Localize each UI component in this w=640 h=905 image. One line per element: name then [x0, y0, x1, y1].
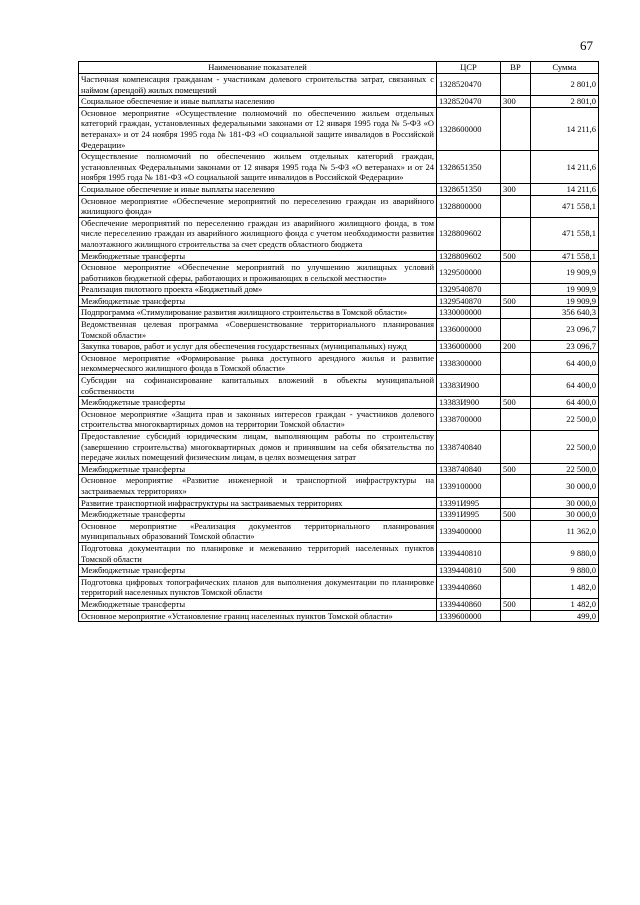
cell-vr: 300 — [501, 96, 531, 108]
cell-sum: 1 482,0 — [531, 576, 599, 598]
cell-vr — [501, 475, 531, 497]
cell-vr — [501, 319, 531, 341]
cell-name: Основное мероприятие «Формирование рынка доступного арендного жилья и развитие некоммерческого жилищного фонда в Томской области» — [79, 352, 437, 374]
cell-csr: 13383И900 — [437, 397, 501, 409]
header-sum: Сумма — [531, 62, 599, 74]
table-row — [79, 431, 599, 464]
cell-vr — [501, 408, 531, 430]
table-row — [79, 475, 599, 497]
cell-vr: 500 — [501, 250, 531, 262]
cell-sum: 23 096,7 — [531, 341, 599, 353]
cell-vr — [501, 195, 531, 217]
cell-name: Предоставление субсидий юридическим лицам, выполняющим работы по строительству (завершению строительства) многоквартирных домов и принявшим на себя обязательства по передаче жилых помещений физическим лицам, в целях возмещения затрат — [79, 431, 437, 464]
cell-vr: 500 — [501, 509, 531, 521]
cell-name: Социальное обеспечение и иные выплаты населению — [79, 96, 437, 108]
header-vr: ВР — [501, 62, 531, 74]
cell-vr — [501, 107, 531, 150]
cell-csr: 1328651350 — [437, 183, 501, 195]
table-row — [79, 542, 599, 564]
cell-sum: 22 500,0 — [531, 431, 599, 464]
cell-csr: 1338300000 — [437, 352, 501, 374]
cell-csr: 1329540870 — [437, 284, 501, 296]
table-row — [79, 151, 599, 184]
cell-vr: 500 — [501, 463, 531, 475]
cell-name: Основное мероприятие «Обеспечение мероприятий по улучшению жилищных условий работников бюджетной сферы, работающих и проживающих в сельской местности» — [79, 262, 437, 284]
cell-csr: 1336000000 — [437, 341, 501, 353]
table-row — [79, 565, 599, 577]
cell-vr — [501, 497, 531, 509]
cell-name: Межбюджетные трансферты — [79, 250, 437, 262]
cell-name: Межбюджетные трансферты — [79, 598, 437, 610]
cell-sum: 64 400,0 — [531, 397, 599, 409]
table-header-row — [79, 62, 599, 74]
cell-sum: 2 801,0 — [531, 74, 599, 96]
cell-sum: 11 362,0 — [531, 520, 599, 542]
cell-sum: 30 000,0 — [531, 509, 599, 521]
cell-csr: 1339440860 — [437, 576, 501, 598]
cell-sum: 471 558,1 — [531, 217, 599, 250]
cell-sum: 19 909,9 — [531, 295, 599, 307]
cell-vr: 500 — [501, 397, 531, 409]
table-row — [79, 74, 599, 96]
cell-sum: 1 482,0 — [531, 598, 599, 610]
cell-csr: 1328651350 — [437, 151, 501, 184]
cell-sum: 356 640,3 — [531, 307, 599, 319]
cell-vr — [501, 352, 531, 374]
cell-csr: 1328520470 — [437, 74, 501, 96]
cell-name: Социальное обеспечение и иные выплаты населению — [79, 183, 437, 195]
cell-csr: 1336000000 — [437, 319, 501, 341]
cell-sum: 471 558,1 — [531, 195, 599, 217]
cell-vr — [501, 610, 531, 622]
table-row — [79, 397, 599, 409]
table-row — [79, 295, 599, 307]
cell-vr — [501, 520, 531, 542]
cell-vr — [501, 542, 531, 564]
cell-vr: 500 — [501, 565, 531, 577]
cell-vr: 500 — [501, 295, 531, 307]
table-row — [79, 319, 599, 341]
table-row — [79, 96, 599, 108]
cell-name: Основное мероприятие «Установление границ населенных пунктов Томской области» — [79, 610, 437, 622]
cell-vr: 300 — [501, 183, 531, 195]
cell-sum: 9 880,0 — [531, 542, 599, 564]
cell-sum: 64 400,0 — [531, 352, 599, 374]
cell-vr — [501, 284, 531, 296]
cell-csr: 1328809602 — [437, 250, 501, 262]
cell-vr: 500 — [501, 598, 531, 610]
table-row — [79, 463, 599, 475]
cell-sum: 19 909,9 — [531, 262, 599, 284]
cell-csr: 1339440860 — [437, 598, 501, 610]
table-row — [79, 610, 599, 622]
table-row — [79, 509, 599, 521]
cell-name: Реализация пилотного проекта «Бюджетный дом» — [79, 284, 437, 296]
table-row — [79, 262, 599, 284]
cell-sum: 9 880,0 — [531, 565, 599, 577]
cell-name: Обеспечение мероприятий по переселению граждан из аварийного жилищного фонда, в том числе переселению граждан из аварийного жилищного фонда с учетом необходимости развития малоэтажного жилищного строительства за счет средств областного бюджета — [79, 217, 437, 250]
table-row — [79, 352, 599, 374]
cell-sum: 22 500,0 — [531, 408, 599, 430]
table-row — [79, 195, 599, 217]
cell-name: Осуществление полномочий по обеспечению жильем отдельных категорий граждан, установленных Федеральными законами от 12 января 1995 года № 5-ФЗ «О ветеранах» и от 24 ноября 1995 года № 181-ФЗ «О социальной защите инвалидов в Российской Федерации» — [79, 151, 437, 184]
cell-csr: 13391И995 — [437, 509, 501, 521]
header-name: Наименование показателей — [79, 62, 437, 74]
cell-name: Межбюджетные трансферты — [79, 397, 437, 409]
cell-csr: 13383И900 — [437, 375, 501, 397]
cell-sum: 14 211,6 — [531, 151, 599, 184]
table-row — [79, 183, 599, 195]
table-row — [79, 307, 599, 319]
cell-csr: 1330000000 — [437, 307, 501, 319]
cell-vr — [501, 576, 531, 598]
cell-sum: 30 000,0 — [531, 497, 599, 509]
cell-vr — [501, 217, 531, 250]
page-number: 67 — [580, 38, 593, 53]
cell-csr: 1328800000 — [437, 195, 501, 217]
cell-csr: 1329500000 — [437, 262, 501, 284]
table-row — [79, 217, 599, 250]
table-row — [79, 598, 599, 610]
cell-name: Основное мероприятие «Реализация документов территориального планирования муниципальных образований Томской области» — [79, 520, 437, 542]
cell-sum: 64 400,0 — [531, 375, 599, 397]
table-row — [79, 520, 599, 542]
cell-vr — [501, 151, 531, 184]
cell-name: Межбюджетные трансферты — [79, 295, 437, 307]
table-row — [79, 250, 599, 262]
cell-csr: 1328520470 — [437, 96, 501, 108]
cell-vr — [501, 431, 531, 464]
cell-csr: 1339440810 — [437, 542, 501, 564]
table-row — [79, 284, 599, 296]
cell-name: Подготовка документации по планировке и межеванию территорий населенных пунктов Томской области — [79, 542, 437, 564]
cell-vr — [501, 74, 531, 96]
cell-name: Частичная компенсация гражданам - участникам долевого строительства затрат, связанных с наймом (арендой) жилых помещений — [79, 74, 437, 96]
cell-csr: 1338740840 — [437, 463, 501, 475]
cell-vr — [501, 262, 531, 284]
cell-vr — [501, 307, 531, 319]
cell-name: Развитие транспортной инфраструктуры на застраиваемых территориях — [79, 497, 437, 509]
table-row — [79, 497, 599, 509]
cell-name: Основное мероприятие «Развитие инженерной и транспортной инфраструктуры на застраиваемых территориях» — [79, 475, 437, 497]
cell-name: Закупка товаров, работ и услуг для обеспечения государственных (муниципальных) нужд — [79, 341, 437, 353]
cell-name: Подготовка цифровых топографических планов для выполнения документации по планировке территорий населенных пунктов Томской области — [79, 576, 437, 598]
table-row — [79, 375, 599, 397]
cell-csr: 1339400000 — [437, 520, 501, 542]
cell-csr: 1339440810 — [437, 565, 501, 577]
table-body — [79, 74, 599, 622]
table-row — [79, 576, 599, 598]
cell-vr — [501, 375, 531, 397]
cell-name: Межбюджетные трансферты — [79, 509, 437, 521]
cell-sum: 499,0 — [531, 610, 599, 622]
cell-sum: 471 558,1 — [531, 250, 599, 262]
cell-name: Межбюджетные трансферты — [79, 463, 437, 475]
cell-sum: 19 909,9 — [531, 284, 599, 296]
cell-name: Ведомственная целевая программа «Совершенствование территориального планирования Томской области» — [79, 319, 437, 341]
cell-name: Подпрограмма «Стимулирование развития жилищного строительства в Томской области» — [79, 307, 437, 319]
table-row — [79, 341, 599, 353]
cell-sum: 30 000,0 — [531, 475, 599, 497]
cell-csr: 1339600000 — [437, 610, 501, 622]
budget-table — [78, 61, 599, 622]
cell-name: Основное мероприятие «Обеспечение мероприятий по переселению граждан из аварийного жилищного фонда» — [79, 195, 437, 217]
header-csr: ЦСР — [437, 62, 501, 74]
cell-sum: 22 500,0 — [531, 463, 599, 475]
cell-csr: 1328809602 — [437, 217, 501, 250]
cell-vr: 200 — [501, 341, 531, 353]
table-row — [79, 408, 599, 430]
cell-csr: 1328600000 — [437, 107, 501, 150]
cell-csr: 13391И995 — [437, 497, 501, 509]
cell-name: Субсидии на софинансирование капитальных вложений в объекты муниципальной собственности — [79, 375, 437, 397]
table-row — [79, 107, 599, 150]
cell-sum: 14 211,6 — [531, 183, 599, 195]
cell-name: Межбюджетные трансферты — [79, 565, 437, 577]
cell-name: Основное мероприятие «Осуществление полномочий по обеспечению жильем отдельных категорий граждан, установленных федеральными законами от 12 января 1995 года № 5-ФЗ «О ветеранах» и от 24 ноября 1995 года № 181-ФЗ «О социальной защите инвалидов в Российской Федерации» — [79, 107, 437, 150]
cell-csr: 1338740840 — [437, 431, 501, 464]
cell-csr: 1339100000 — [437, 475, 501, 497]
cell-csr: 1329540870 — [437, 295, 501, 307]
cell-sum: 2 801,0 — [531, 96, 599, 108]
cell-name: Основное мероприятие «Защита прав и законных интересов граждан - участников долевого строительства многоквартирных домов на территории Томской области» — [79, 408, 437, 430]
cell-sum: 23 096,7 — [531, 319, 599, 341]
cell-sum: 14 211,6 — [531, 107, 599, 150]
cell-csr: 1338700000 — [437, 408, 501, 430]
